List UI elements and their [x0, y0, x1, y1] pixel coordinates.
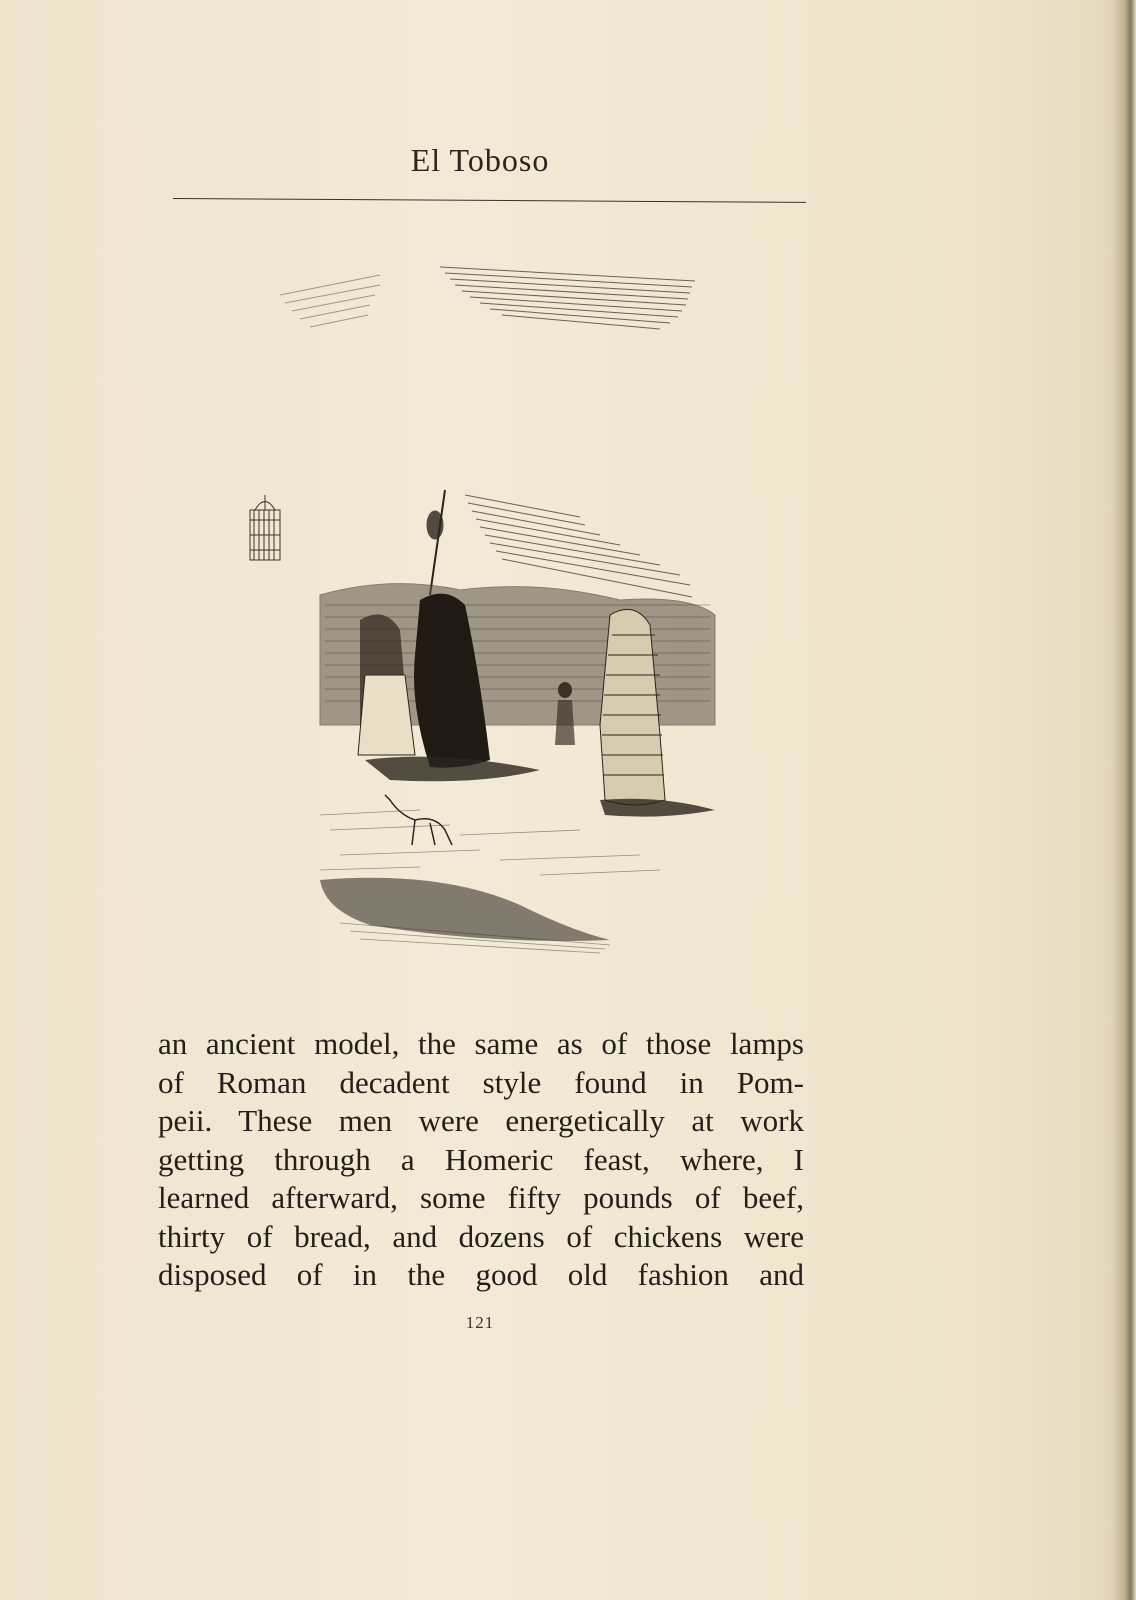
text-line: getting through a Homeric feast, where, I [158, 1141, 804, 1177]
engraving-illustration [240, 255, 740, 975]
running-head: El Toboso [410, 142, 550, 178]
body-text [158, 1025, 804, 1295]
figure-on-pole [427, 490, 445, 595]
sky-hatching [280, 267, 695, 597]
birdcage-sketch [250, 495, 280, 560]
dog [385, 795, 452, 845]
header-rule [173, 198, 806, 203]
text-line: an ancient model, the same as of those lamps [158, 1026, 804, 1061]
text-line: learned afterward, some fifty pounds of beef, [158, 1180, 804, 1215]
text-line: peii. These men were energetically at work [158, 1103, 804, 1138]
page-number: 121 [465, 1313, 495, 1332]
text-line: of Roman decadent style found in Pom- [158, 1064, 804, 1100]
page-edge-shadow [1110, 0, 1136, 1600]
text-line: disposed of in the good old fashion and [158, 1257, 804, 1292]
text-line: thirty of bread, and dozens of chickens were [158, 1218, 804, 1254]
